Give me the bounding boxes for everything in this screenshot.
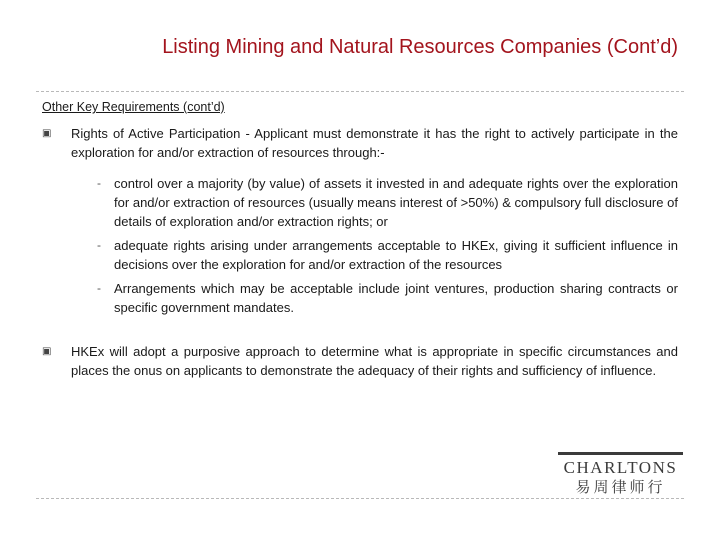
top-divider	[36, 91, 684, 92]
sub-item-1: control over a majority (by value) of assets it invested in and adequate rights over the exploration for and/or extraction of resources (usually means interest of >50%) & compulsory full disclosure of details of exploration and/or extraction rights; or	[114, 176, 678, 229]
logo-name-en: CHARLTONS	[563, 458, 678, 477]
bottom-divider	[36, 498, 684, 499]
bullet-2-paragraph: HKEx will adopt a purposive approach to determine what is appropriate in specific circumstances and places the onus on applicants to demonstrate the adequacy of their rights and sufficiency of influence.	[71, 344, 678, 378]
bullet-1-text: - Applicant must demonstrate it has the right to actively participate in the exploration for and/or extraction of resources through:-	[71, 126, 678, 160]
square-bullet-icon: ▣	[42, 346, 52, 357]
dash-icon: -	[97, 176, 101, 190]
slide-title: Listing Mining and Natural Resources Companies (Cont’d)	[162, 36, 678, 58]
logo-name-zh: 易周律师行	[575, 478, 666, 496]
sub-item-2: adequate rights arising under arrangements acceptable to HKEx, giving it sufficient influence in decisions over the exploration for and/or extraction of the resources	[114, 238, 678, 272]
dash-icon: -	[97, 238, 101, 252]
section-heading: Other Key Requirements (cont’d)	[42, 100, 225, 114]
charltons-logo	[558, 452, 683, 504]
sub-item-3: Arrangements which may be acceptable include joint ventures, production sharing contracts or specific government mandates.	[114, 281, 678, 315]
bullet-1-paragraph	[71, 124, 678, 162]
dash-icon: -	[97, 281, 101, 295]
bullet-1-lead: Rights of Active Participation	[71, 126, 241, 141]
square-bullet-icon: ▣	[42, 128, 52, 139]
